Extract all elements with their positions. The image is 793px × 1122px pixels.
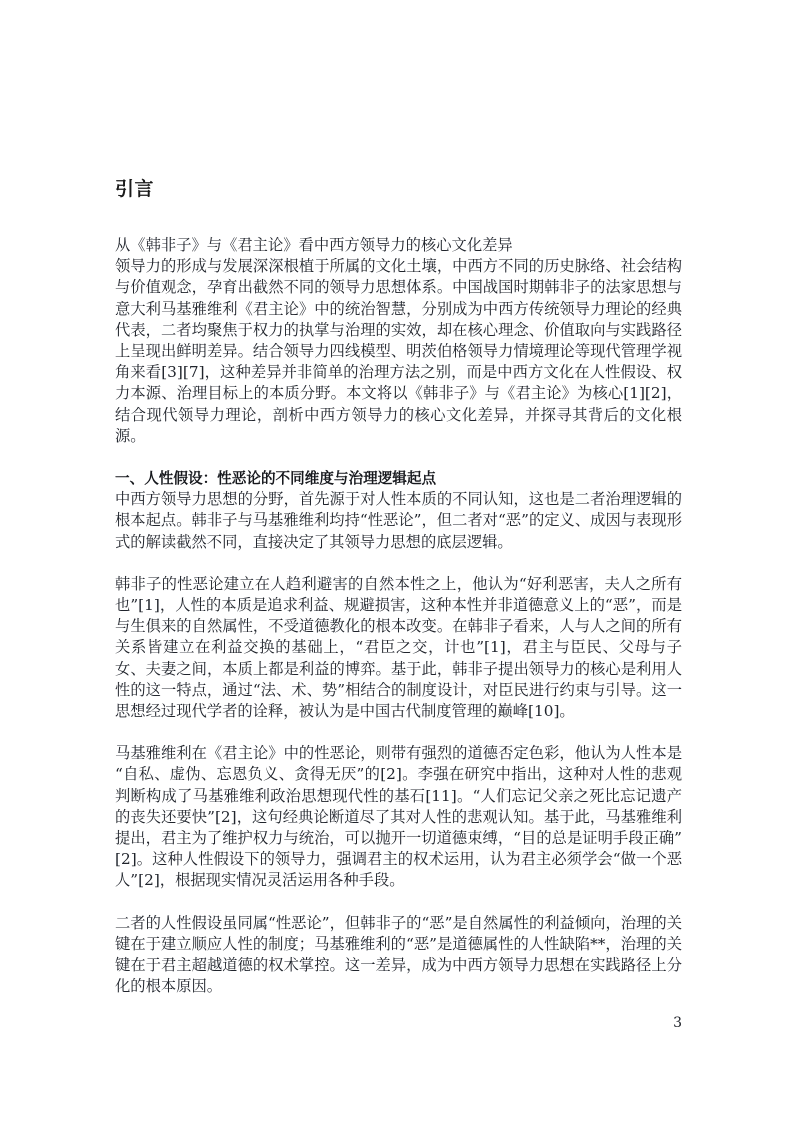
section-heading-1: 一、人性假设：性恶论的不同维度与治理逻辑起点 <box>115 470 437 488</box>
intro-body-paragraph: 领导力的形成与发展深深根植于所属的文化土壤，中西方不同的历史脉络、社会结构与价值观念，孕育出截然不同的领导力思想体系。中国战国时期韩非子的法家思想与意大利马基雅维利《君主论》中的统治智慧，分别成为中西方传统领导力理论的经典代表，二者均聚焦于权力的执掌与治理的实效，却在核心理念、价值取向与实践路径上呈现出鲜明差异。结合领导力四线模型、明茨伯格领导力情境理论等现代管理学视角来看[3][7]，这种差异并非简单的治理方法之别，而是中西方文化在人性假设、权力本源、治理目标上的本质分野。本文将以《韩非子》与《君主论》为核心[1][2]，结合现代领导力理论，剖析中西方领导力的核心文化差异，并探寻其背后的文化根源。 <box>115 257 682 445</box>
section-1-paragraph-1: 中西方领导力思想的分野，首先源于对人性本质的不同认知，这也是二者治理逻辑的根本起点。韩非子与马基雅维利均持“性恶论”，但二者对“恶”的定义、成因与表现形式的解读截然不同，直接决定了其领导力思想的底层逻辑。 <box>115 490 682 551</box>
section-1-paragraph-4: 二者的人性假设虽同属“性恶论”，但韩非子的“恶”是自然属性的利益倾向，治理的关键在于建立顺应人性的制度；马基雅维利的“恶”是道德属性的人性缺陷**，治理的关键在于君主超越道德的权术掌控。这一差异，成为中西方领导力思想在实践路径上分化的根本原因。 <box>115 913 682 996</box>
intro-subtitle-line: 从《韩非子》与《君主论》看中西方领导力的核心文化差异 <box>115 236 513 254</box>
section-1-paragraph-2: 韩非子的性恶论建立在人趋利避害的自然本性之上，他认为“好利恶害，夫人之所有也”[1]，人性的本质是追求利益、规避损害，这种本性并非道德意义上的“恶”，而是与生俱来的自然属性，不受道德教化的根本改变。在韩非子看来，人与人之间的所有关系皆建立在利益交换的基础上，“君臣之交，计也”[1]，君主与臣民、父母与子女、夫妻之间，本质上都是利益的博弈。基于此，韩非子提出领导力的核心是利用人性的这一特点，通过“法、术、势”相结合的制度设计，对臣民进行约束与引导。这一思想经过现代学者的诠释，被认为是中国古代制度管理的巅峰[10]。 <box>115 574 682 721</box>
page-content <box>115 176 682 998</box>
page-number: 3 <box>673 1015 682 1031</box>
section-1-paragraph-3: 马基雅维利在《君主论》中的性恶论，则带有强烈的道德否定色彩，他认为人性本是“自私、虚伪、忘恩负义、贪得无厌”的[2]。李强在研究中指出，这种对人性的悲观判断构成了马基雅维利政治思想现代性的基石[11]。“人们忘记父亲之死比忘记遗产的丧失还要快”[2]，这句经典论断道尽了其对人性的悲观认知。基于此，马基雅维利提出，君主为了维护权力与统治，可以抛开一切道德束缚，“目的总是证明手段正确”[2]。这种人性假设下的领导力，强调君主的权术运用，认为君主必须学会“做一个恶人”[2]，根据现实情况灵活运用各种手段。 <box>115 744 682 890</box>
page-title: 引言 <box>115 178 155 200</box>
